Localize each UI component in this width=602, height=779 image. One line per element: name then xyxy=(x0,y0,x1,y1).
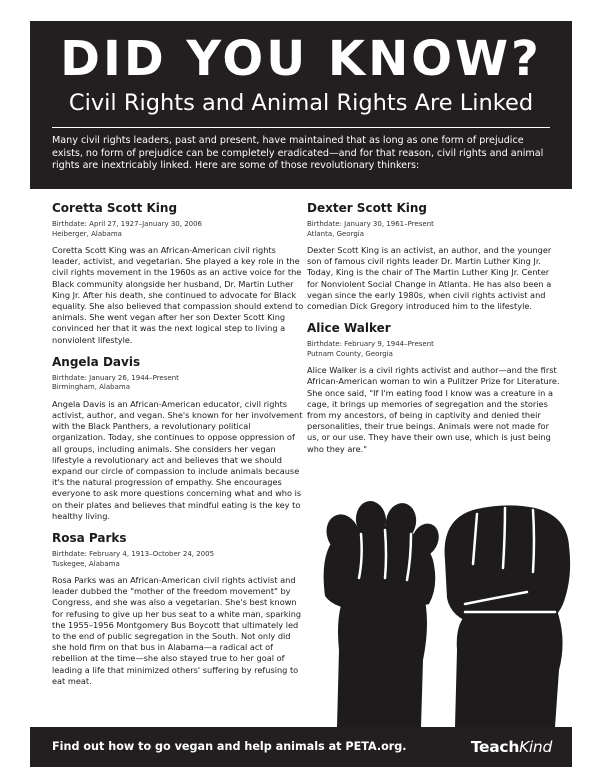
page-title: DID YOU KNOW? xyxy=(60,31,542,87)
profile-meta xyxy=(52,550,304,569)
profile-place: Heiberger, Alabama xyxy=(52,229,122,238)
profile-rosa-parks xyxy=(52,530,304,687)
profile-meta xyxy=(52,374,304,393)
profile-dates: Birthdate: January 26, 1944–Present xyxy=(52,373,179,382)
profile-name: Alice Walker xyxy=(307,321,391,336)
brand-kind: Kind xyxy=(519,738,552,756)
header-divider xyxy=(52,127,550,128)
profile-angela-davis xyxy=(52,354,304,522)
intro-paragraph: Many civil rights leaders, past and present, have maintained that as long as one form of prejudice exists, no form of prejudice can be completely eradicated—and for that reason, civil rights and animal rights are inextricably linked. Here are some of those revolutionary thinkers: xyxy=(52,135,544,171)
profile-place: Birmingham, Alabama xyxy=(52,383,131,392)
profile-bio: Rosa Parks was an African-American civil rights activist and leader dubbed the "mother of the freedom movement" by Congress, and she was also a vegetarian. She's best known for refusing to give up her bus seat to a white man, sparking the 1955–1956 Montgomery Bus Boycott that ultimately led to the end of public segregation in the South. Not only did she hold firm on that bus in Alabama—a radical act of rebellion at the time—she also stayed true to her goal of leading a life that minimized others' suffering by refusing to eat meat. xyxy=(52,575,302,686)
paw-forearm xyxy=(337,592,427,727)
profile-meta xyxy=(52,220,304,239)
profile-bio: Alice Walker is a civil rights activist and author—and the first African-American woman to win a Pulitzer Prize for Literature. She once said, "If I'm eating food I know was a creature in a cage, it brings up memories of segregation and the stories from my ancestors, of being in captivity and denied their personalities, their true beings. Animals were not made for us, or our use. They have their own use, which is just being who they are." xyxy=(307,365,560,454)
profile-meta xyxy=(307,220,562,239)
profile-bio: Dexter Scott King is an activist, an author, and the younger son of famous civil rights leader Dr. Martin Luther King Jr. Today, King is the chair of The Martin Luther King Jr. Center for Nonviolent Social Change in Atlanta. He has also been a vegan since the early 1980s, when civil rights activist and comedian Dick Gregory introduced him to the lifestyle. xyxy=(307,245,552,312)
profile-bio: Coretta Scott King was an African-American civil rights leader, activist, and vegetarian. She played a key role in the civil rights movement in the 1960s as an active voice for the Black community alongside her husband, Dr. Martin Luther King Jr. After his death, she continued to advocate for Black equality. She also believed that compassion should extend to animals. She went vegan after her son Dexter Scott King convinced her that it was the next logical step to living a nonviolent lifestyle. xyxy=(52,245,304,345)
fist-knuckles xyxy=(445,505,571,624)
profile-alice-walker xyxy=(307,320,562,455)
header-banner xyxy=(30,21,572,189)
profile-name: Coretta Scott King xyxy=(52,201,178,215)
profile-dexter-scott-king xyxy=(307,200,562,312)
profile-bio: Angela Davis is an African-American educator, civil rights activist, author, and vegan. She's known for her involvement with the Black Panthers, a revolutionary political organization. Today, she continues to oppose oppression of all groups, including animals. She considers her vegan lifestyle a revolutionary act and believes that we should expand our circle of compassion to include animals because it's the natural progression of empathy. She encourages everyone to ask more questions concerning what and who is on their plates and believes that mindful eating is the key to healthy living. xyxy=(52,398,303,521)
profile-dates: Birthdate: January 30, 1961–Present xyxy=(307,220,434,228)
profile-dates: Birthdate: February 9, 1944–Present xyxy=(307,340,434,349)
fist-forearm xyxy=(455,610,563,727)
raised-paw-and-fist-icon xyxy=(305,500,573,727)
left-column xyxy=(52,200,304,695)
profile-place: Putnam County, Georgia xyxy=(307,349,393,358)
page-subtitle: Civil Rights and Animal Rights Are Linked xyxy=(68,90,534,116)
profile-place: Tuskegee, Alabama xyxy=(52,559,120,568)
teachkind-logo xyxy=(471,736,552,758)
right-column xyxy=(307,200,562,463)
brand-teach: Teach xyxy=(470,738,520,756)
profile-meta xyxy=(307,340,562,359)
profile-dates: Birthdate: February 4, 1913–October 24, 2005 xyxy=(52,550,215,559)
profile-name: Rosa Parks xyxy=(52,531,127,546)
profile-name: Angela Davis xyxy=(52,354,141,369)
profile-place: Atlanta, Georgia xyxy=(307,229,365,238)
profile-coretta-scott-king xyxy=(52,200,304,346)
profile-name: Dexter Scott King xyxy=(307,201,428,215)
footer-cta: Find out how to go vegan and help animals at PETA.org. xyxy=(52,740,407,753)
profile-dates: Birthdate: April 27, 1927–January 30, 2006 xyxy=(52,220,203,228)
footer-bar xyxy=(30,727,572,767)
